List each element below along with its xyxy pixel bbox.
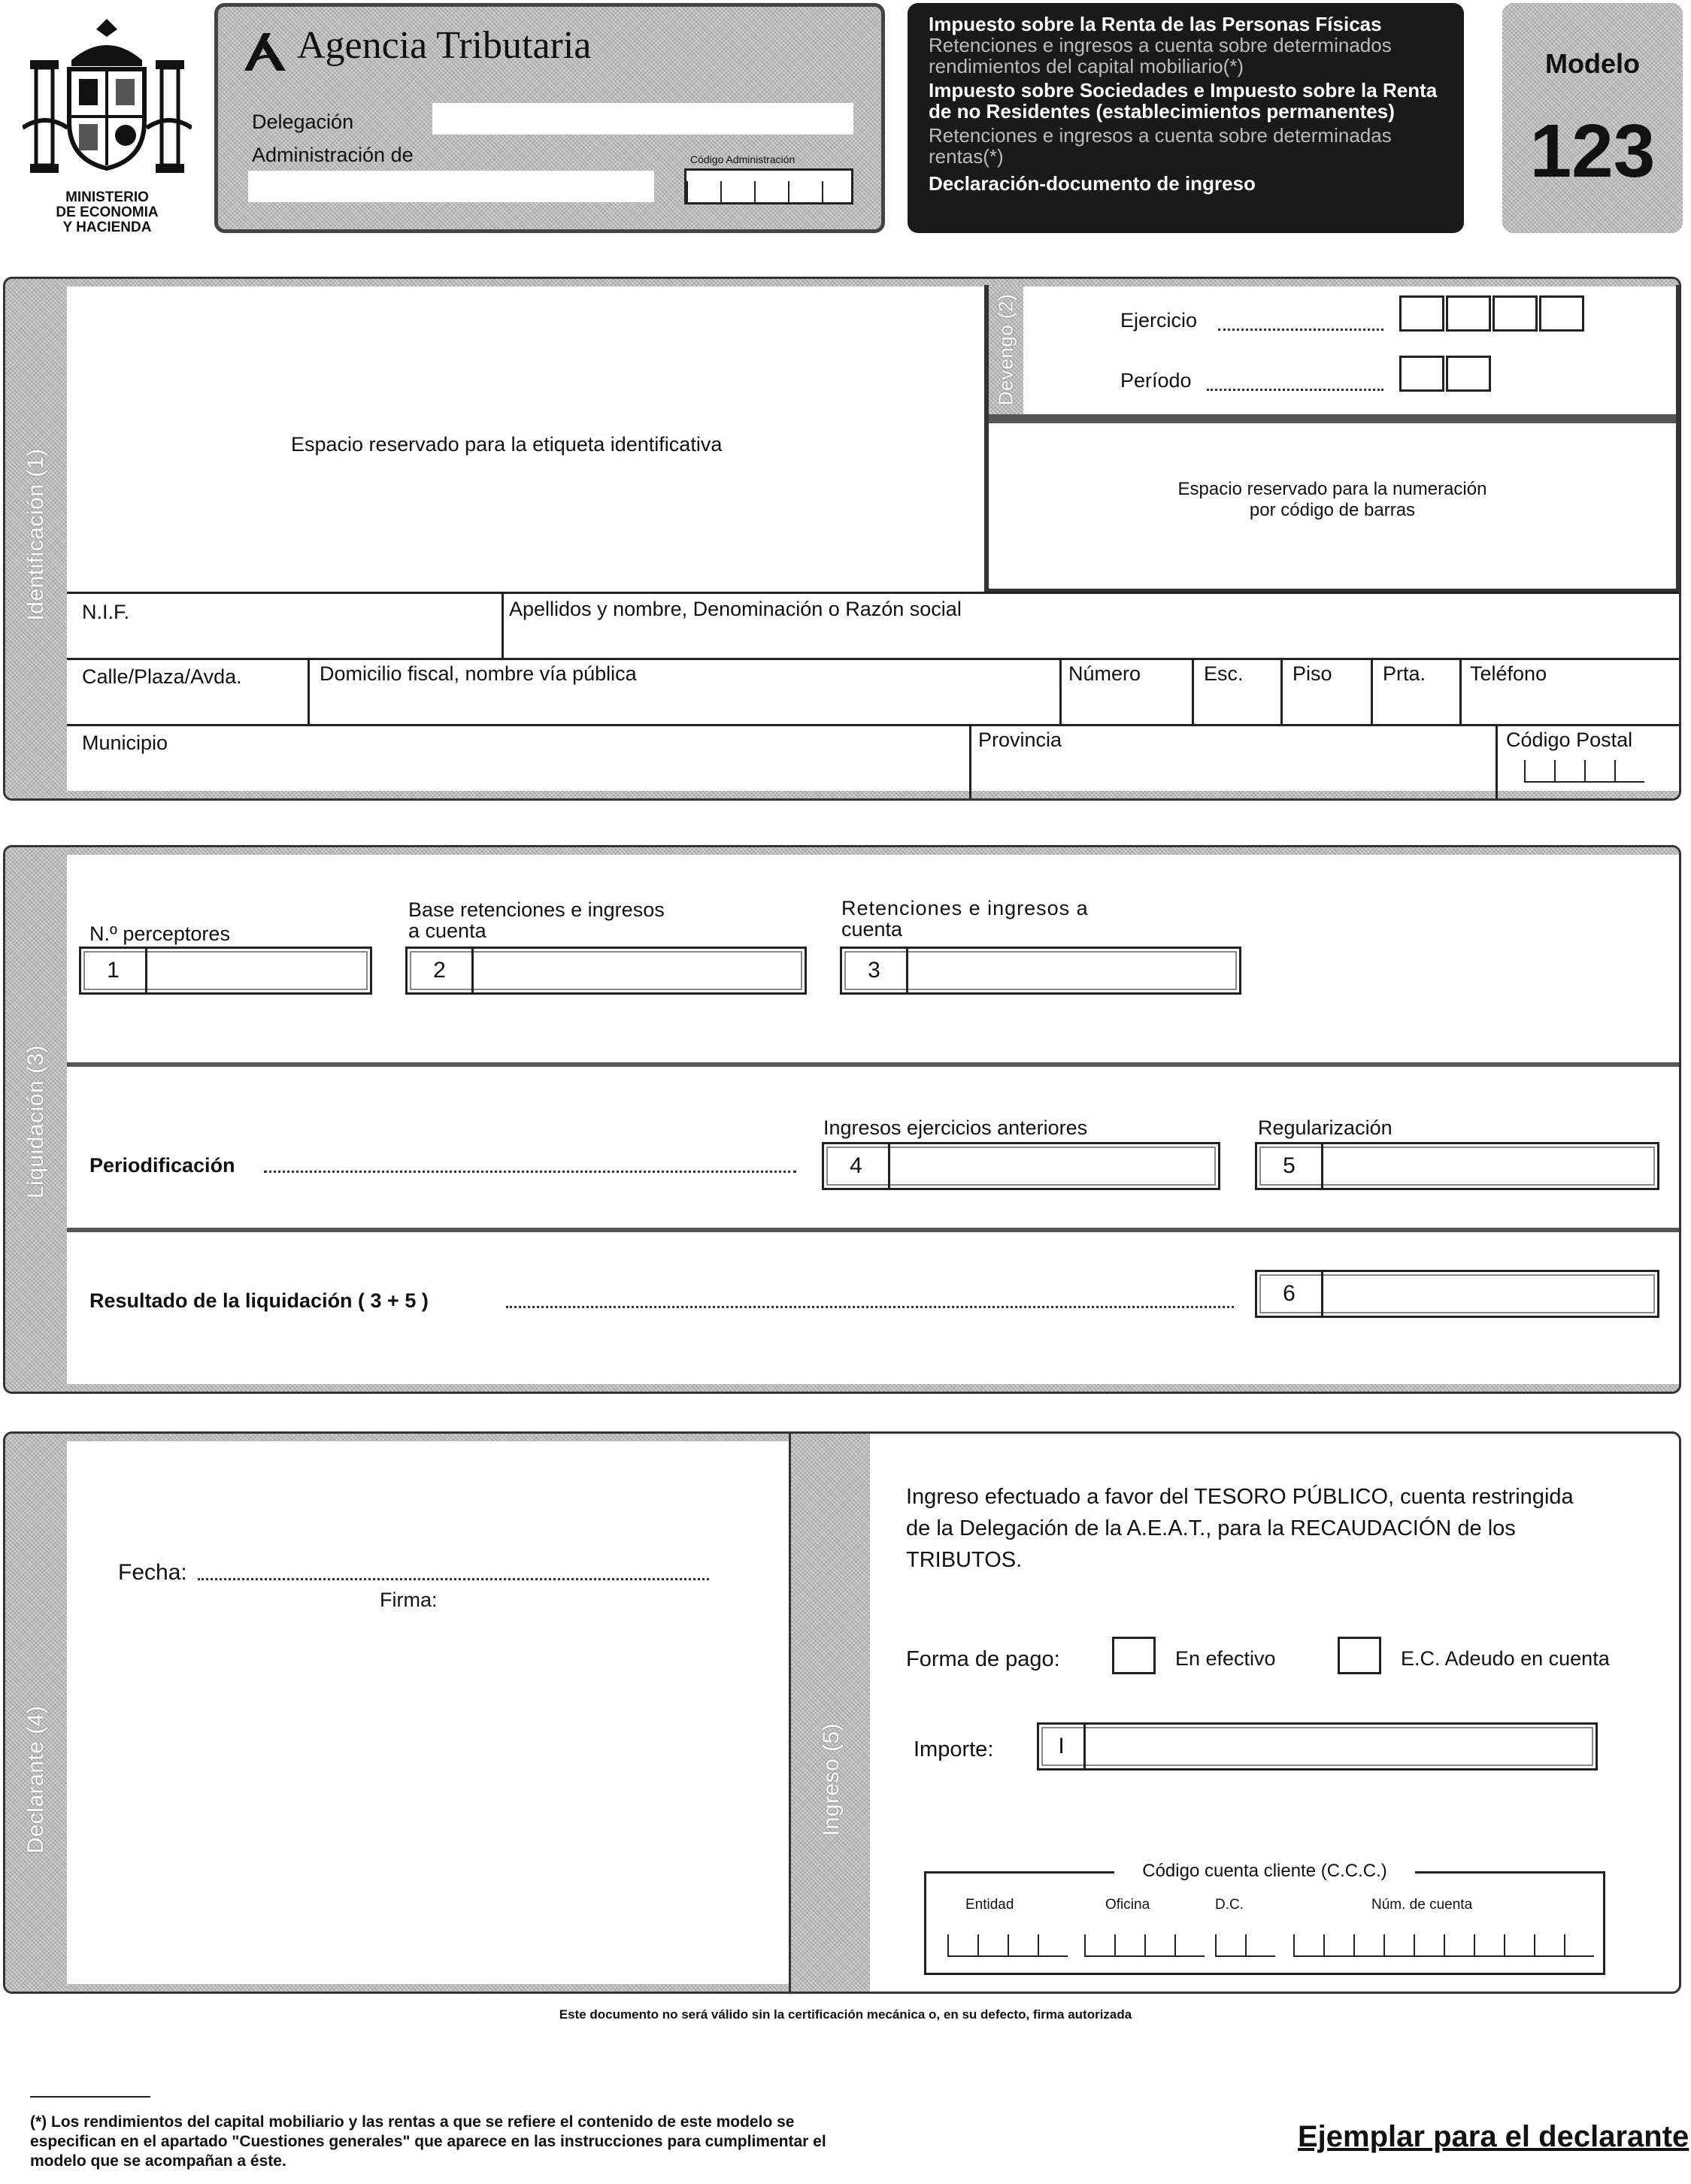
apellidos-label: Apellidos y nombre, Denominación o Razón social xyxy=(509,598,962,620)
importe-label: Importe: xyxy=(914,1737,994,1761)
ccc-cuenta-label: Núm. de cuenta xyxy=(1371,1897,1473,1913)
delegacion-input[interactable] xyxy=(432,103,853,135)
declarante-label: Declarante (4) xyxy=(23,1705,48,1854)
ccc-label: Código cuenta cliente (C.C.C.) xyxy=(1142,1861,1387,1881)
telefono-label: Teléfono xyxy=(1470,662,1547,685)
nif-label: N.I.F. xyxy=(82,601,130,623)
perceptores-field[interactable]: 1 xyxy=(79,947,372,995)
modelo-number: 123 xyxy=(1529,109,1656,193)
ingreso-label: Ingreso (5) xyxy=(819,1722,844,1837)
regularizacion-field[interactable]: 5 xyxy=(1255,1142,1659,1190)
base-label-1: Base retenciones e ingresos xyxy=(408,898,665,921)
footnote: (*) Los rendimientos del capital mobiliario y las rentas a que se refiere el contenido de este modelo se especifican en el apartado "Cuestiones generales" que aparece en las instrucciones para cumplimentar el modelo que se acompañan a éste. xyxy=(30,2113,826,2170)
retenciones-label-2: cuenta xyxy=(841,918,903,941)
agency-logo-icon xyxy=(241,22,293,74)
ingreso-text-1: Ingreso efectuado a favor del TESORO PÚBLICO, cuenta restringida xyxy=(906,1485,1574,1509)
ingreso-text-3: TRIBUTOS. xyxy=(906,1548,1023,1572)
ingresos-anteriores-label: Ingresos ejercicios anteriores xyxy=(823,1116,1088,1139)
identificacion-label: Identificación (1) xyxy=(23,448,48,621)
modelo-label: Modelo xyxy=(1545,48,1640,79)
retenciones-field[interactable]: 3 xyxy=(840,947,1241,995)
liquidacion-section xyxy=(3,845,1681,1394)
validity-text: Este documento no será válido sin la certificación mecánica o, en su defecto, firma autorizada xyxy=(559,2007,1132,2022)
etiqueta-text: Espacio reservado para la etiqueta identificativa xyxy=(291,433,723,456)
numero-label: Número xyxy=(1068,662,1141,685)
barcode-text-2: por código de barras xyxy=(1249,500,1416,520)
prta-label: Prta. xyxy=(1383,662,1426,685)
devengo-label: Devengo (2) xyxy=(994,293,1017,406)
retenciones-label-1: Retenciones e ingresos a xyxy=(841,897,1089,919)
ejemplar-label: Ejemplar para el declarante xyxy=(1298,2120,1689,2153)
codigo-admin-label: Código Administración xyxy=(690,153,795,165)
ingreso-text-2: de la Delegación de la A.E.A.T., para la RECAUDACIÓN de los xyxy=(906,1516,1516,1540)
esc-label: Esc. xyxy=(1204,662,1244,685)
ejercicio-field[interactable] xyxy=(1399,295,1587,336)
ministry-logo xyxy=(23,15,192,233)
adeudo-checkbox[interactable] xyxy=(1338,1637,1381,1674)
coat-of-arms-icon xyxy=(23,15,192,180)
periodo-label: Período xyxy=(1120,369,1192,392)
modelo-box xyxy=(1502,3,1683,233)
ccc-entidad-label: Entidad xyxy=(965,1897,1014,1913)
domicilio-label: Domicilio fiscal, nombre vía pública xyxy=(320,662,637,685)
codigo-postal-label: Código Postal xyxy=(1506,729,1633,751)
ccc-field[interactable] xyxy=(924,1861,1605,1975)
efectivo-label: En efectivo xyxy=(1175,1647,1276,1670)
agency-box xyxy=(214,3,885,233)
efectivo-checkbox[interactable] xyxy=(1112,1637,1156,1674)
title-box: Impuesto sobre la Renta de las Personas Físicas Retenciones e ingresos a cuenta sobre determinados rendimientos del capital mobiliario(*) Impuesto sobre Sociedades e Impuesto sobre la Renta de no Residentes (establecimientos permanentes) Retenciones e ingresos a cuenta sobre determinadas rentas(*) Declaración-documento de ingreso xyxy=(908,3,1464,233)
firma-label: Firma: xyxy=(380,1589,438,1611)
ingresos-anteriores-field[interactable]: 4 xyxy=(822,1142,1220,1190)
forma-pago-label: Forma de pago: xyxy=(906,1647,1060,1671)
ccc-oficina-label: Oficina xyxy=(1105,1897,1150,1913)
codigo-admin-field[interactable] xyxy=(684,168,853,204)
administracion-input[interactable] xyxy=(248,171,654,202)
ministry-name: MINISTERIO DE ECONOMIA Y HACIENDA xyxy=(56,189,159,235)
base-field[interactable]: 2 xyxy=(405,947,807,995)
calle-label: Calle/Plaza/Avda. xyxy=(82,665,242,688)
administracion-label: Administración de xyxy=(252,144,414,166)
resultado-label: Resultado de la liquidación ( 3 + 5 ) xyxy=(89,1289,429,1312)
identificacion-section xyxy=(3,277,1681,801)
adeudo-label: E.C. Adeudo en cuenta xyxy=(1401,1647,1610,1670)
periodificacion-label: Periodificación xyxy=(89,1154,235,1177)
municipio-label: Municipio xyxy=(82,732,168,754)
ejercicio-label: Ejercicio xyxy=(1120,309,1198,332)
barcode-text-1: Espacio reservado para la numeración xyxy=(1177,479,1487,499)
devengo-block xyxy=(984,285,1680,593)
periodo-field[interactable] xyxy=(1399,356,1497,396)
provincia-label: Provincia xyxy=(978,729,1062,751)
ccc-dc-label: D.C. xyxy=(1215,1897,1244,1913)
perceptores-label: N.º perceptores xyxy=(89,922,230,945)
codigo-postal-field[interactable] xyxy=(1524,760,1644,783)
piso-label: Piso xyxy=(1292,662,1332,685)
delegacion-label: Delegación xyxy=(252,111,354,133)
fecha-label: Fecha: xyxy=(118,1560,187,1585)
importe-field[interactable]: I xyxy=(1037,1722,1598,1771)
declarante-ingreso-section xyxy=(3,1431,1681,1994)
resultado-field[interactable]: 6 xyxy=(1255,1270,1659,1318)
agency-name: Agencia Tributaria xyxy=(297,24,592,67)
regularizacion-label: Regularización xyxy=(1258,1116,1392,1139)
liquidacion-label: Liquidación (3) xyxy=(23,1044,48,1199)
base-label-2: a cuenta xyxy=(408,919,486,942)
